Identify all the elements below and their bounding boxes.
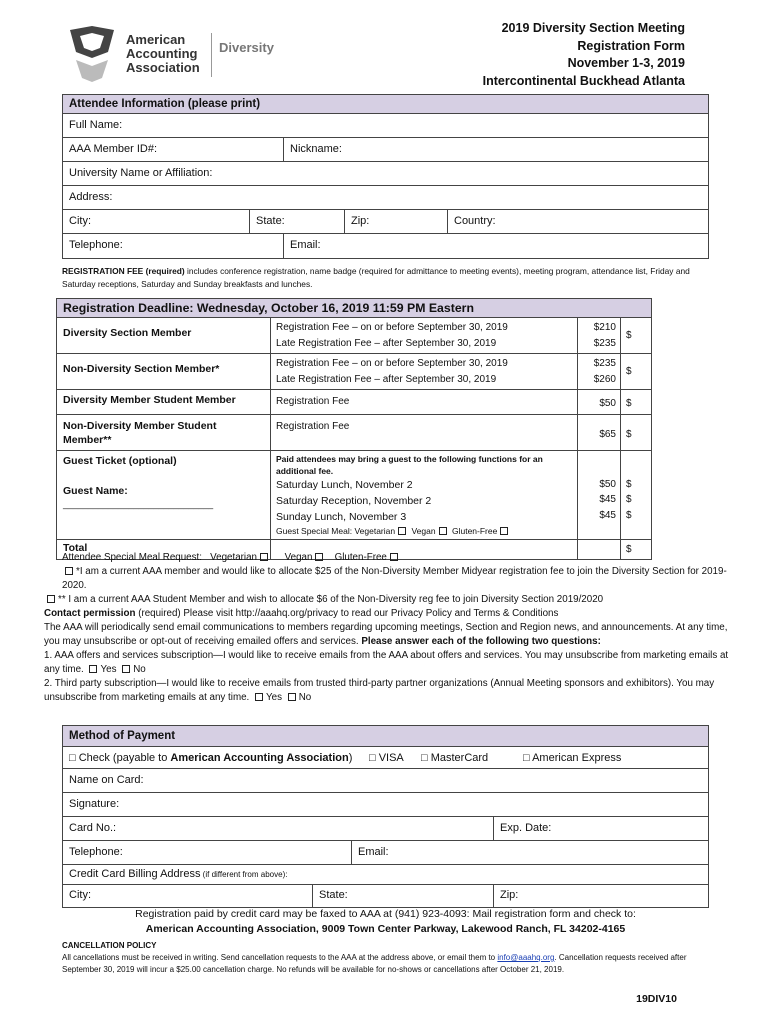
attendee-heading: Attendee Information (please print): [63, 95, 708, 114]
city-field[interactable]: City:: [63, 210, 250, 233]
checkbox[interactable]: [288, 693, 296, 701]
billing-address-field[interactable]: Credit Card Billing Address (if different from above):: [69, 868, 288, 880]
registration-fee-note: REGISTRATION FEE (required) includes conference registration, name badge (required for admittance to meeting events), meeting program, attendance list, Friday and Saturday receptions, Saturday and Sunday breakfasts and lunches.: [62, 266, 690, 289]
member-id-field[interactable]: AAA Member ID#:: [63, 138, 284, 161]
billing-state-field[interactable]: State:: [313, 885, 494, 907]
question-1: 1. AAA offers and services subscription—I would like to receive emails from the AAA about offers and services. You may unsubscribe from marketing emails at any time. Yes No: [44, 650, 729, 675]
row-label: Diversity Section Member: [57, 318, 271, 353]
exp-date-field[interactable]: Exp. Date:: [500, 822, 552, 834]
full-name-field[interactable]: Full Name:: [69, 119, 123, 131]
row-label: Non-Diversity Member Student Member**: [57, 415, 271, 450]
options-section: [44, 551, 734, 705]
checkbox[interactable]: [89, 665, 97, 673]
form-code: 19DIV10: [636, 993, 677, 1005]
state-field[interactable]: State:: [250, 210, 345, 233]
email-field[interactable]: Email:: [290, 239, 321, 251]
registration-table: [56, 298, 652, 560]
amount-field[interactable]: $: [626, 366, 632, 377]
guest-meal-options: Guest Special Meal: Vegetarian Vegan Gluten-Free: [276, 525, 572, 537]
form-header: [483, 20, 685, 90]
row-label: Non-Diversity Section Member*: [57, 354, 271, 389]
attendee-section: [62, 94, 709, 259]
checkbox[interactable]: [500, 527, 508, 535]
midyear-option: *I am a current AAA member and would like to allocate $25 of the Non-Diversity Member Midyear registration fee to join the Diversity Section for 2019-2020.: [62, 566, 727, 591]
zip-field[interactable]: Zip:: [345, 210, 448, 233]
checkbox[interactable]: [439, 527, 447, 535]
checkbox[interactable]: [47, 595, 55, 603]
payment-email-field[interactable]: Email:: [358, 846, 389, 858]
periodic-notice: The AAA will periodically send email communications to members regarding upcoming meetings, Section and Region news, and announcements. At any time, you may unsubscribe or opt-out of receiving emailed offers and services. Please answer each of the following two questions:: [44, 622, 728, 647]
cancellation-policy: CANCELLATION POLICY All cancellations must be received in writing. Send cancellation requests to the AAA at the address above, or email them to info@aaahq.org. Cancellation requests received after September 30, 2019 will incur a $25.00 cancellation charge. No refunds will be available for no-shows or cancellations after October 21, 2019.: [62, 940, 712, 976]
table-row: Diversity Section Member Registration Fee – on or before September 30, 2019 Late Registration Fee – after September 30, 2019 $210 $235 $: [57, 318, 651, 354]
row-label: Diversity Member Student Member: [57, 390, 271, 414]
guest-note: Paid attendees may bring a guest to the following functions for an additional fee.: [276, 453, 543, 476]
meeting-venue: Intercontinental Buckhead Atlanta: [482, 73, 685, 88]
country-field[interactable]: Country:: [454, 215, 496, 227]
amount-field[interactable]: $: [626, 428, 632, 440]
telephone-field[interactable]: Telephone:: [63, 234, 284, 258]
cancellation-heading: CANCELLATION POLICY: [62, 941, 157, 950]
form-subtitle: Registration Form: [577, 38, 685, 53]
checkbox[interactable]: [260, 553, 268, 561]
guest-name-line[interactable]: ______________________________: [63, 498, 214, 509]
amex-option[interactable]: □ American Express: [523, 752, 622, 764]
checkbox[interactable]: [65, 567, 73, 575]
visa-option[interactable]: □ VISA: [369, 752, 404, 764]
student-option: ** I am a current AAA Student Member and wish to allocate $6 of the Non-Diversity reg fee to join Diversity Section 2019/2020: [58, 594, 604, 605]
total-amount-field[interactable]: $: [626, 543, 632, 555]
signature-field[interactable]: Signature:: [69, 798, 120, 810]
logo-divider: [211, 33, 212, 77]
billing-city-field[interactable]: City:: [63, 885, 313, 907]
university-field[interactable]: University Name or Affiliation:: [69, 167, 213, 179]
guest-ticket-label: Guest Ticket (optional): [63, 454, 177, 467]
billing-zip-field[interactable]: Zip:: [500, 889, 519, 901]
checkbox[interactable]: [122, 665, 130, 673]
mastercard-option[interactable]: □ MasterCard: [421, 752, 489, 764]
table-row: Guest Ticket (optional) Guest Name: ______________________________ Paid attendees may bring a guest to the following functions for an additional fee. Saturday Lunch, November 2 Saturday Reception, November 2 Sunday Lunch, November 3 Guest Special Meal: Vegetarian Vegan Gluten-Free $50 $45 $45 $ $ $: [57, 451, 651, 540]
logo-wordmark: American Accounting Association: [126, 32, 200, 75]
checkbox[interactable]: [255, 693, 263, 701]
total-label: Total: [57, 540, 271, 560]
meeting-title: 2019 Diversity Section Meeting: [501, 21, 685, 35]
amount-field[interactable]: $: [626, 478, 632, 490]
nickname-field[interactable]: Nickname:: [290, 143, 342, 155]
checkbox[interactable]: [315, 553, 323, 561]
aaa-shield-icon: [62, 22, 122, 86]
payment-section: [62, 725, 709, 908]
card-number-field[interactable]: Card No.:: [63, 817, 494, 840]
question-2: 2. Third party subscription—I would like to receive emails from trusted third-party partner organizations (Annual Meeting sponsors and exhibitors). You may unsubscribe from marketing emails at any time. Yes No: [44, 678, 715, 703]
address-field[interactable]: Address:: [69, 191, 113, 203]
amount-field[interactable]: $: [626, 509, 632, 521]
guest-name-label: Guest Name:: [63, 484, 128, 497]
meal-request: Attendee Special Meal Request: Vegetarian Vegan Gluten-Free: [44, 551, 734, 565]
meeting-dates: November 1-3, 2019: [567, 56, 685, 70]
payment-heading: Method of Payment: [63, 726, 708, 747]
contact-permission: Contact permission (required) Please visit http://aaahq.org/privacy to read our Privacy Policy and Terms & Conditions: [44, 608, 559, 619]
amount-field[interactable]: $: [626, 330, 632, 341]
table-row: Diversity Member Student Member Registration Fee $50 $: [57, 390, 651, 415]
registration-deadline: Registration Deadline: Wednesday, October 16, 2019 11:59 PM Eastern: [57, 299, 651, 318]
table-row: Non-Diversity Member Student Member** Registration Fee $65 $: [57, 415, 651, 451]
mail-instructions: Registration paid by credit card may be faxed to AAA at (941) 923-4093: Mail registration form and check to: American Accounting Association, 9009 Town Center Parkway, Lakewood Ranch, FL 34202-4165: [135, 908, 636, 935]
table-row: Non-Diversity Section Member* Registration Fee – on or before September 30, 2019 Late Registration Fee – after September 30, 2019 $235 $260 $: [57, 354, 651, 390]
amount-field[interactable]: $: [626, 398, 632, 409]
payment-telephone-field[interactable]: Telephone:: [63, 841, 352, 864]
amount-field[interactable]: $: [626, 494, 632, 505]
logo-tag: Diversity: [219, 40, 274, 55]
email-link[interactable]: info@aaahq.org: [497, 953, 555, 962]
checkbox[interactable]: [390, 553, 398, 561]
checkbox[interactable]: [398, 527, 406, 535]
name-on-card-field[interactable]: Name on Card:: [69, 774, 144, 786]
check-option[interactable]: □ Check (payable to American Accounting Association): [69, 752, 353, 764]
